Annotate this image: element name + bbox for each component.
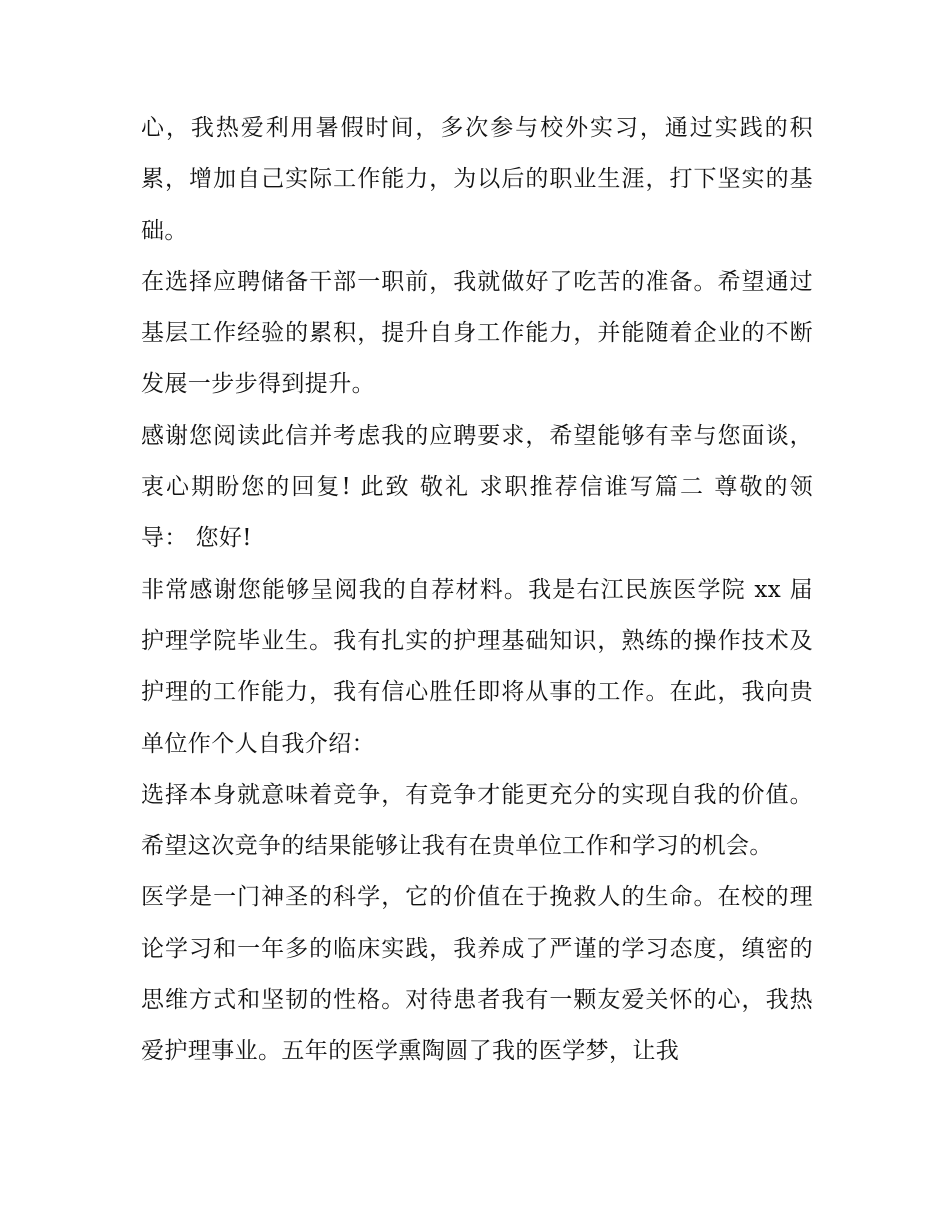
paragraph-1: 心，我热爱利用暑假时间，多次参与校外实习，通过实践的积累，增加自己实际工作能力，为以后的职业生涯，打下坚实的基础。	[141, 115, 813, 244]
paragraph-4: 非常感谢您能够呈阅我的自荐材料。我是右江民族医学院 xx 届护理学院毕业生。我有扎实的护理基础知识，熟练的操作技术及护理的工作能力，我有信心胜任即将从事的工作。在此，我向贵单位作个人自我介绍：	[141, 576, 813, 757]
paragraph-2: 在选择应聘储备干部一职前，我就做好了吃苦的准备。希望通过基层工作经验的累积，提升自身工作能力，并能随着企业的不断发展一步步得到提升。	[141, 268, 813, 398]
document-body	[141, 103, 813, 1078]
paragraph-3: 感谢您阅读此信并考虑我的应聘要求，希望能够有幸与您面谈，衷心期盼您的回复! 此致 敬礼 求职推荐信谁写篇二 尊敬的领导： 您好!	[141, 422, 813, 552]
paragraph-5: 选择本身就意味着竞争，有竞争才能更充分的实现自我的价值。希望这次竞争的结果能够让我有在贵单位工作和学习的机会。	[141, 781, 813, 860]
paragraph-6: 医学是一门神圣的科学，它的价值在于挽救人的生命。在校的理论学习和一年多的临床实践，我养成了严谨的学习态度，缜密的思维方式和坚韧的性格。对待患者我有一颗友爱关怀的心，我热爱护理事业。五年的医学熏陶圆了我的医学梦，让我	[141, 884, 813, 1065]
